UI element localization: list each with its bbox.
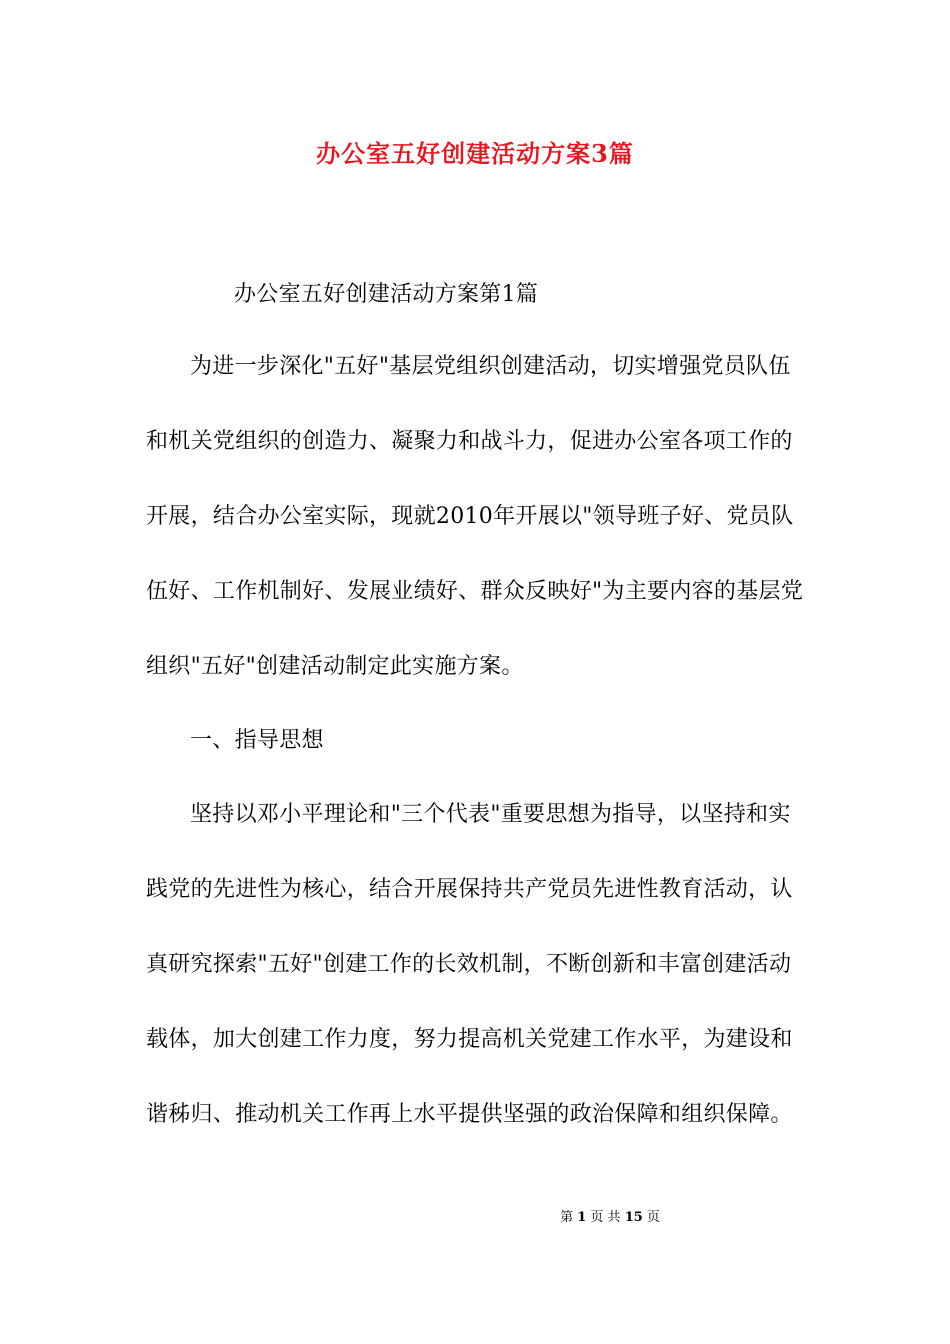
document-title: 办公室五好创建活动方案3篇	[316, 139, 634, 168]
paragraph-2-line-4: 载体，加大创建工作力度，努力提高机关党建工作水平，为建设和	[146, 1027, 793, 1052]
paragraph-1-line-4: 伍好、工作机制好、发展业绩好、群众反映好"为主要内容的基层党	[146, 579, 804, 604]
section-1-heading: 一、指导思想	[190, 728, 324, 753]
subheading: 办公室五好创建活动方案第1篇	[234, 282, 539, 307]
paragraph-2-line-1: 坚持以邓小平理论和"三个代表"重要思想为指导，以坚持和实	[190, 802, 791, 827]
footer-current-page: 1	[577, 1210, 587, 1225]
paragraph-2-line-5: 谐秭归、推动机关工作再上水平提供坚强的政治保障和组织保障。	[146, 1102, 793, 1127]
page-footer	[0, 1208, 950, 1228]
footer-prefix: 第	[560, 1210, 574, 1225]
paragraph-2-line-2: 践党的先进性为核心，结合开展保持共产党员先进性教育活动，认	[146, 877, 793, 902]
paragraph-2-line-3: 真研究探索"五好"创建工作的长效机制，不断创新和丰富创建活动	[146, 952, 792, 977]
footer-middle: 页 共	[590, 1210, 621, 1225]
paragraph-1-line-1: 为进一步深化"五好"基层党组织创建活动，切实增强党员队伍	[190, 354, 791, 379]
paragraph-1-line-5: 组织"五好"创建活动制定此实施方案。	[146, 654, 524, 679]
footer-total-pages: 15	[624, 1210, 643, 1225]
footer-suffix: 页	[646, 1210, 660, 1225]
paragraph-1-line-3: 开展，结合办公室实际，现就2010年开展以"领导班子好、党员队	[146, 504, 794, 529]
paragraph-1-line-2: 和机关党组织的创造力、凝聚力和战斗力，促进办公室各项工作的	[146, 429, 793, 454]
